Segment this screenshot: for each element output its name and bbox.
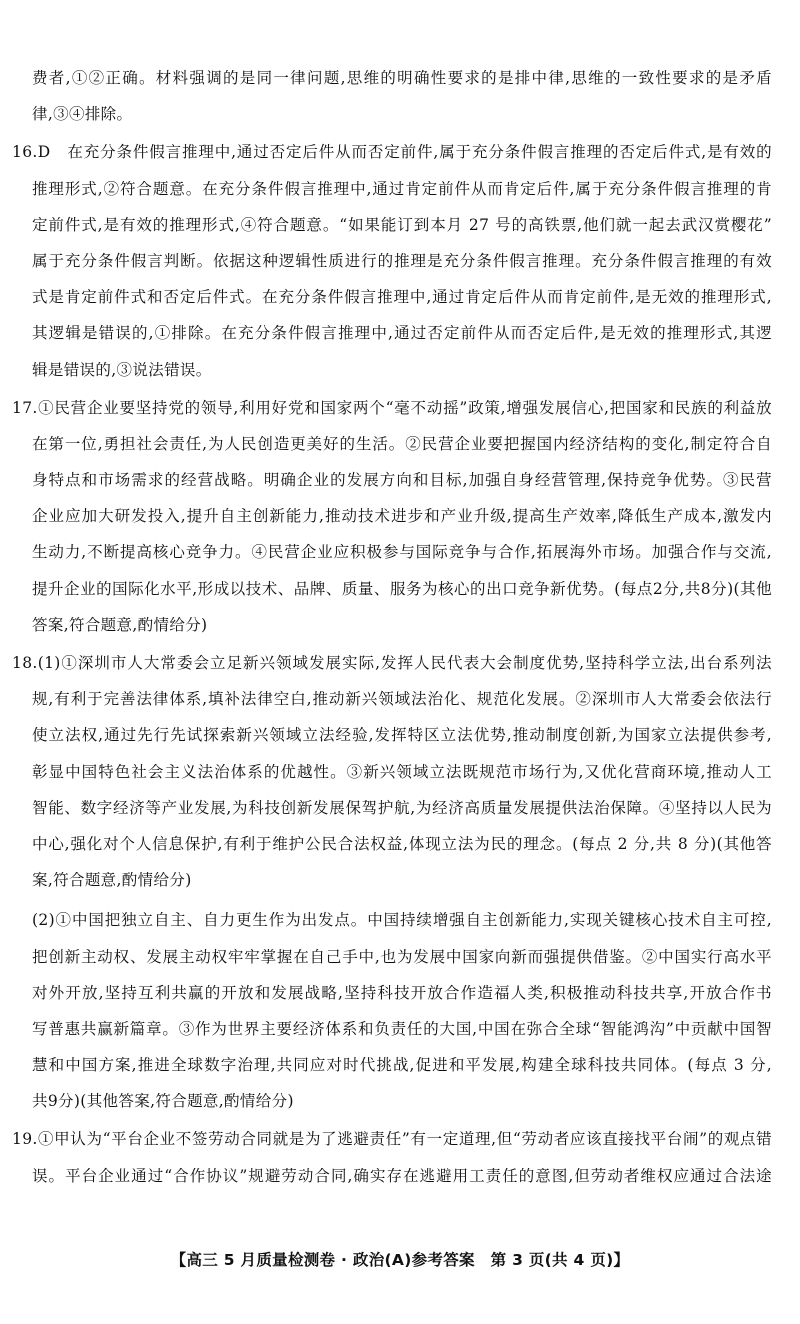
text-line: 使立法权,通过先行先试探索新兴领域立法经验,发挥特区立法优势,推动制度创新,为国家立法提供参考, (32, 726, 772, 745)
text-line: 把创新主动权、发展主动权牢牢掌握在自己手中,也为发展中国家向新而强提供借鉴。②中国实行高水平 (32, 947, 772, 966)
text-line: 写普惠共赢新篇章。③作为世界主要经济体系和负责任的大国,中国在弥合全球“智能鸿沟”中贡献中国智 (32, 1019, 772, 1038)
text-line: 19.①甲认为“平台企业不签劳动合同就是为了逃避责任”有一定道理,但“劳动者应该直接找平台闹”的观点错 (12, 1130, 772, 1149)
text-line: 属于充分条件假言判断。依据这种逻辑性质进行的推理是充分条件假言推理。充分条件假言推理的有效 (32, 251, 772, 270)
text-line: 费者,①②正确。材料强调的是同一律问题,思维的明确性要求的是排中律,思维的一致性要求的是矛盾 (32, 69, 772, 87)
text-line: 彰显中国特色社会主义法治体系的优越性。③新兴领域立法既规范市场行为,又优化营商环境,推动人工 (32, 762, 772, 781)
text-line: 规,有利于完善法律体系,填补法律空白,推动新兴领域法治化、规范化发展。②深圳市人大常委会依法行 (32, 690, 772, 709)
text-line: 案,符合题意,酌情给分) (32, 871, 192, 890)
text-line: 式是肯定前件式和否定后件式。在充分条件假言推理中,通过肯定后件从而肯定前件,是无效的推理形式, (32, 288, 772, 307)
text-line: 中心,强化对个人信息保护,有利于维护公民合法权益,体现立法为民的理念。(每点 2 分,共 8 分)(其他答 (32, 834, 772, 853)
answer-content (12, 60, 772, 1194)
text-line: 对外开放,坚持互利共赢的开放和发展战略,坚持科技开放合作造福人类,积极推动科技共享,开放合作书 (32, 983, 772, 1002)
page-footer: 【高三 5 月质量检测卷 · 政治(A)参考答案 第 3 页(共 4 页)】 (170, 1251, 630, 1269)
text-line: 企业应加大研发投入,提升自主创新能力,推动技术进步和产业升级,提高生产效率,降低生产成本,激发内 (32, 507, 772, 526)
text-line: 在第一位,勇担社会责任,为人民创造更美好的生活。②民营企业要把握国内经济结构的变化,制定符合自 (32, 434, 772, 453)
text-line: 18.(1)①深圳市人大常委会立足新兴领域发展实际,发挥人民代表大会制度优势,坚持科学立法,出台系列法 (12, 654, 772, 672)
text-line: 误。平台企业通过“合作协议”规避劳动合同,确实存在逃避用工责任的意图,但劳动者维权应通过合法途 (32, 1166, 772, 1185)
text-line: 其逻辑是错误的,①排除。在充分条件假言推理中,通过否定前件从而否定后件,是无效的推理形式,其逻 (32, 324, 772, 343)
text-line: 答案,符合题意,酌情给分) (32, 615, 208, 634)
text-line: 生动力,不断提高核心竞争力。④民营企业应积极参与国际竞争与合作,拓展海外市场。加强合作与交流, (32, 543, 772, 562)
text-line: 身特点和市场需求的经营战略。明确企业的发展方向和目标,加强自身经营管理,保持竞争优势。③民营 (32, 471, 772, 490)
text-line: 提升企业的国际化水平,形成以技术、品牌、质量、服务为核心的出口竞争新优势。(每点2分,共8分)(其他 (32, 579, 772, 598)
text-line: 慧和中国方案,推进全球数字治理,共同应对时代挑战,促进和平发展,构建全球科技共同体。(每点 3 分, (32, 1056, 772, 1075)
text-line: 16.D 在充分条件假言推理中,通过否定后件从而否定前件,属于充分条件假言推理的否定后件式,是有效的 (12, 143, 772, 162)
text-line: 律,③④排除。 (32, 105, 133, 124)
text-line: 辑是错误的,③说法错误。 (32, 360, 212, 379)
text-line: 共9分)(其他答案,符合题意,酌情给分) (32, 1092, 294, 1111)
text-line: 17.①民营企业要坚持党的领导,利用好党和国家两个“毫不动摇”政策,增强发展信心,把国家和民族的利益放 (12, 398, 772, 417)
text-line: 推理形式,②符合题意。在充分条件假言推理中,通过肯定前件从而肯定后件,属于充分条件假言推理的肯 (32, 179, 772, 198)
text-line: 定前件式,是有效的推理形式,④符合题意。“如果能订到本月 27 号的高铁票,他们就一起去武汉赏樱花” (32, 215, 772, 234)
text-line: (2)①中国把独立自主、自力更生作为出发点。中国持续增强自主创新能力,实现关键核心技术自主可控, (32, 911, 772, 930)
text-line: 智能、数字经济等产业发展,为科技创新发展保驾护航,为经济高质量发展提供法治保障。④坚持以人民为 (32, 798, 772, 817)
